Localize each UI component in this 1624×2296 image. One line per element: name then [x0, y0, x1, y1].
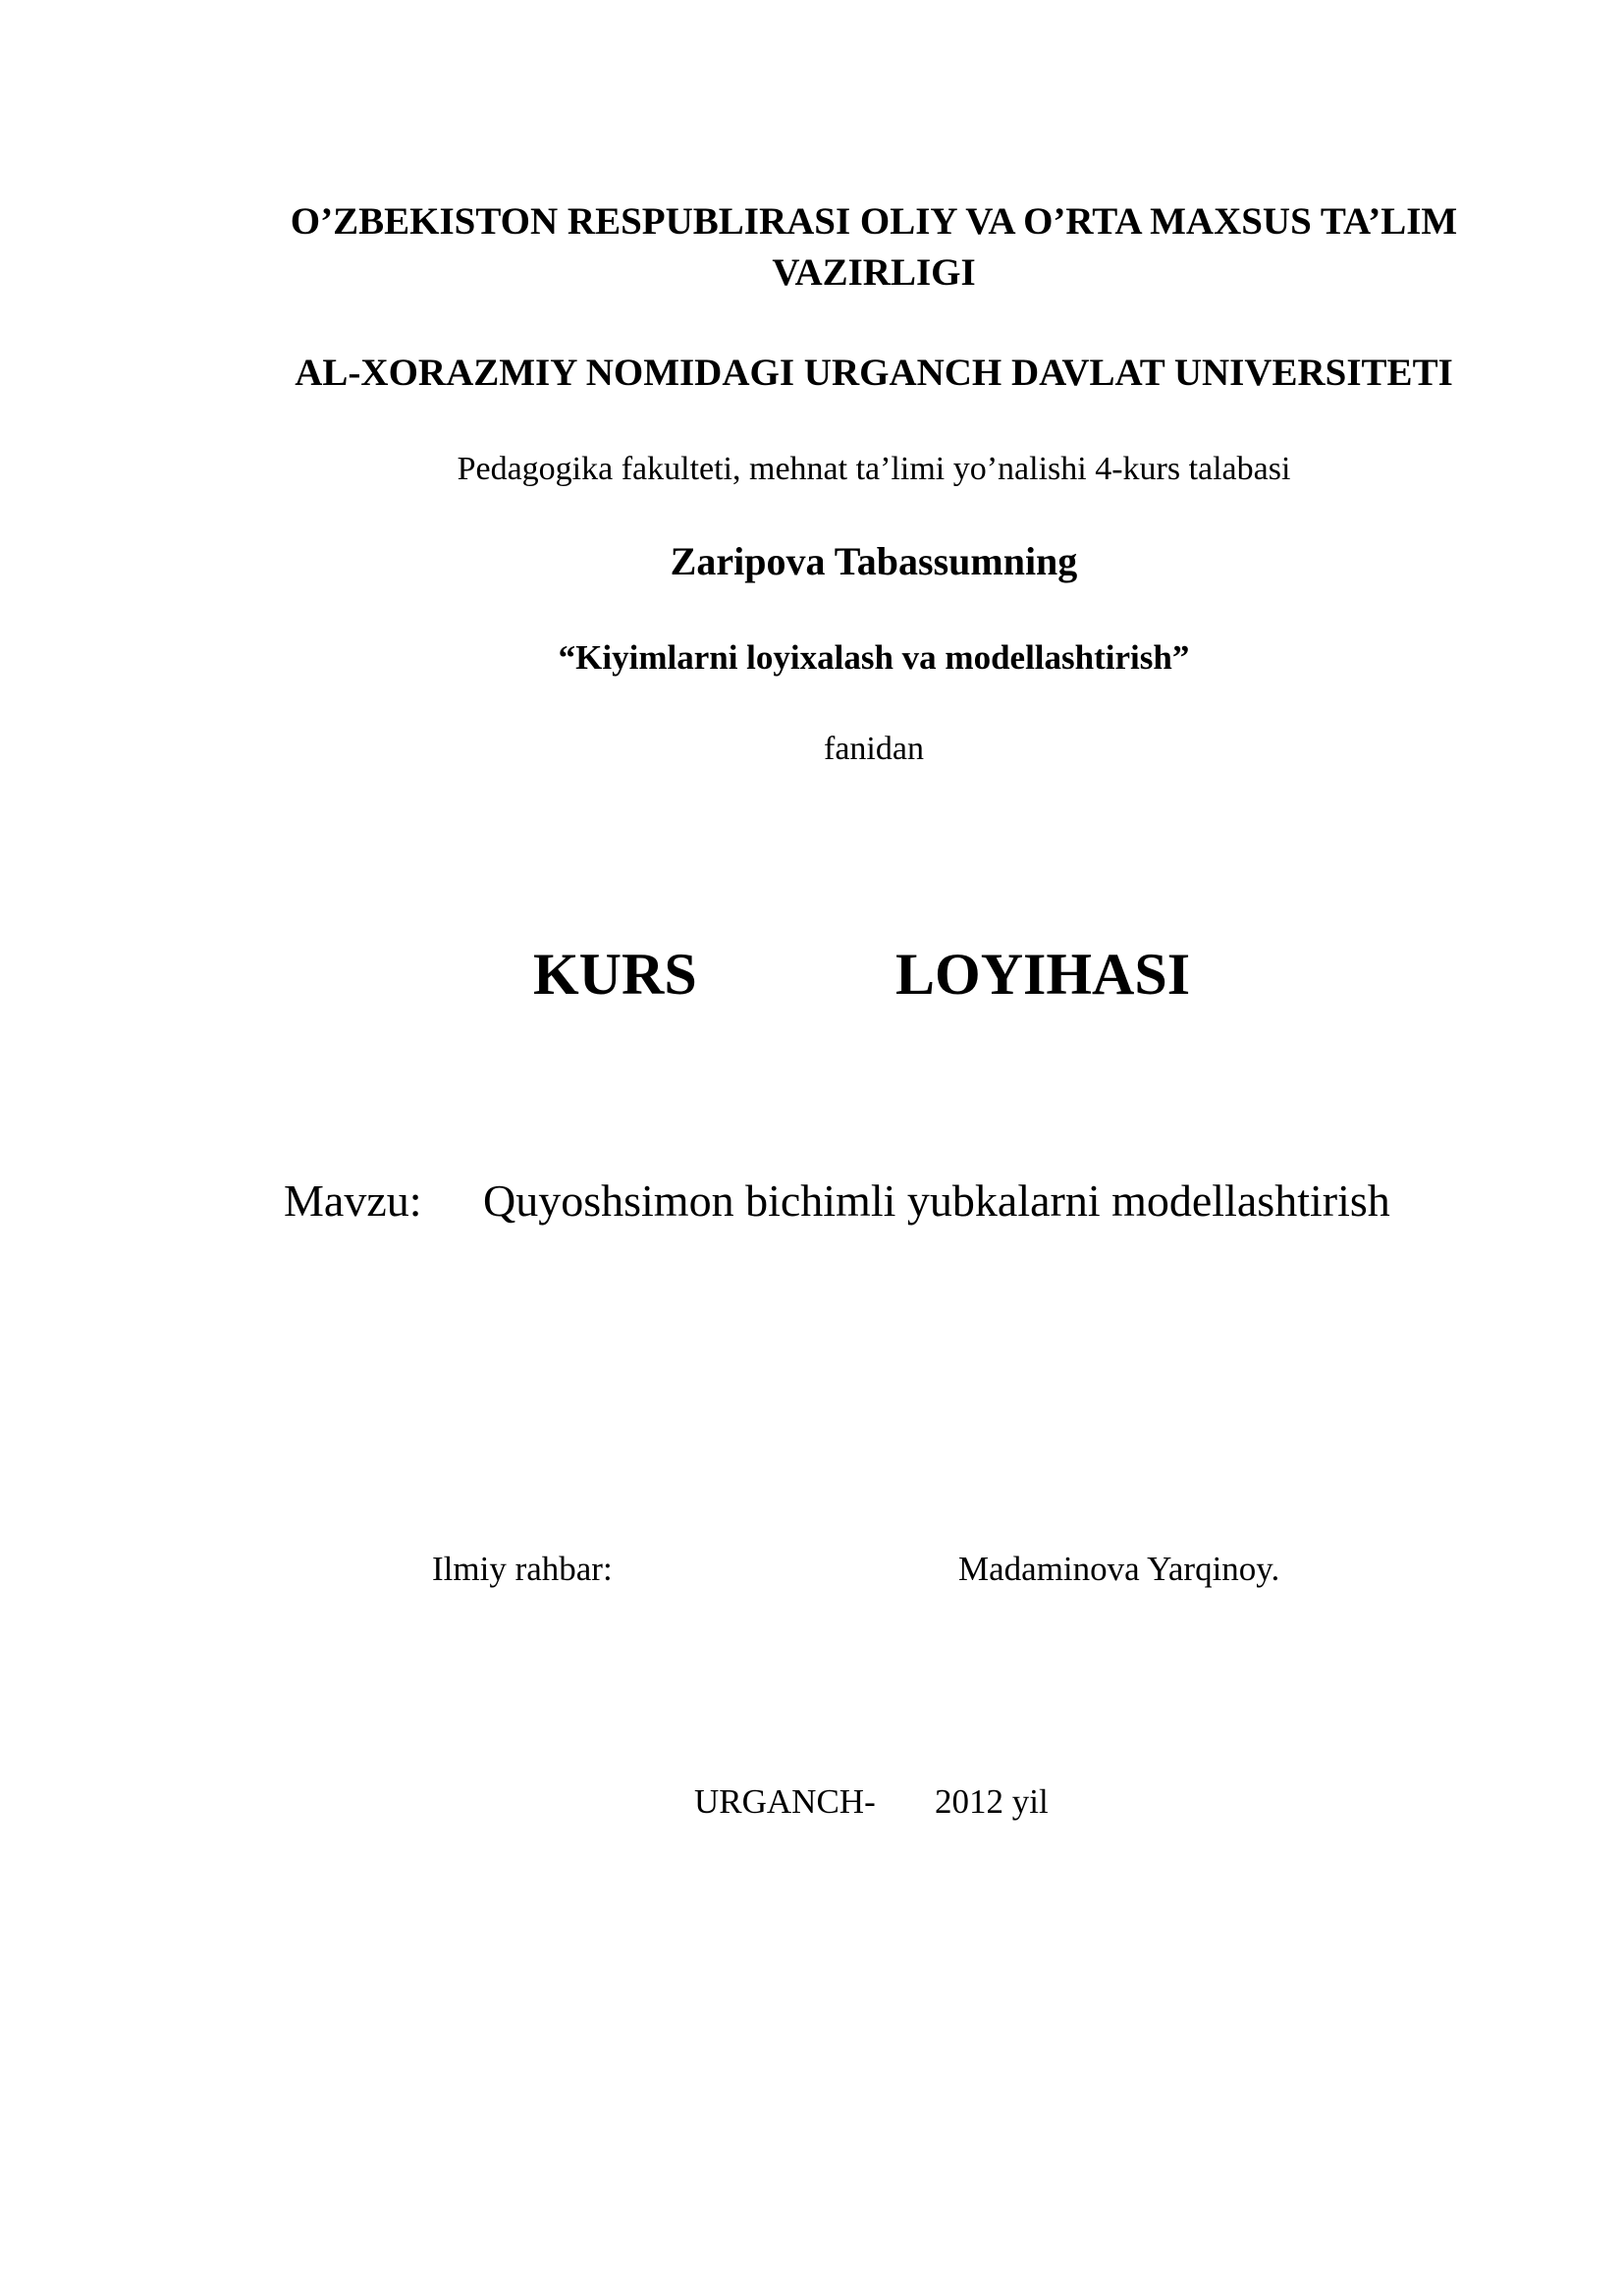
student-name: Zaripova Tabassumning — [670, 539, 1078, 583]
fanidan-text: fanidan — [824, 731, 924, 767]
topic-label: Mavzu: — [284, 1175, 422, 1226]
doc-title-loyihasi: LOYIHASI — [895, 942, 1191, 1007]
footer-year: 2012 yil — [935, 1782, 1049, 1821]
ministry-title-line2: VAZIRLIGI — [772, 251, 976, 294]
footer-city: URGANCH- — [694, 1782, 876, 1821]
supervisor-name: Madaminova Yarqinoy. — [958, 1550, 1280, 1588]
ministry-title-line1: O’ZBEKISTON RESPUBLIRASI OLIY VA O’RTA MAXSUS TA’LIM — [290, 200, 1458, 243]
subject-title: “Kiyimlarni loyixalash va modellashtirish” — [558, 638, 1190, 677]
faculty-line: Pedagogika fakulteti, mehnat ta’limi yo’nalishi 4-kurs talabasi — [457, 451, 1291, 487]
topic-value: Quyoshsimon bichimli yubkalarni modellashtirish — [483, 1175, 1390, 1226]
university-title: AL-XORAZMIY NOMIDAGI URGANCH DAVLAT UNIVERSITETI — [295, 352, 1453, 394]
supervisor-label: Ilmiy rahbar: — [432, 1550, 613, 1588]
doc-title-kurs: KURS — [533, 942, 697, 1007]
